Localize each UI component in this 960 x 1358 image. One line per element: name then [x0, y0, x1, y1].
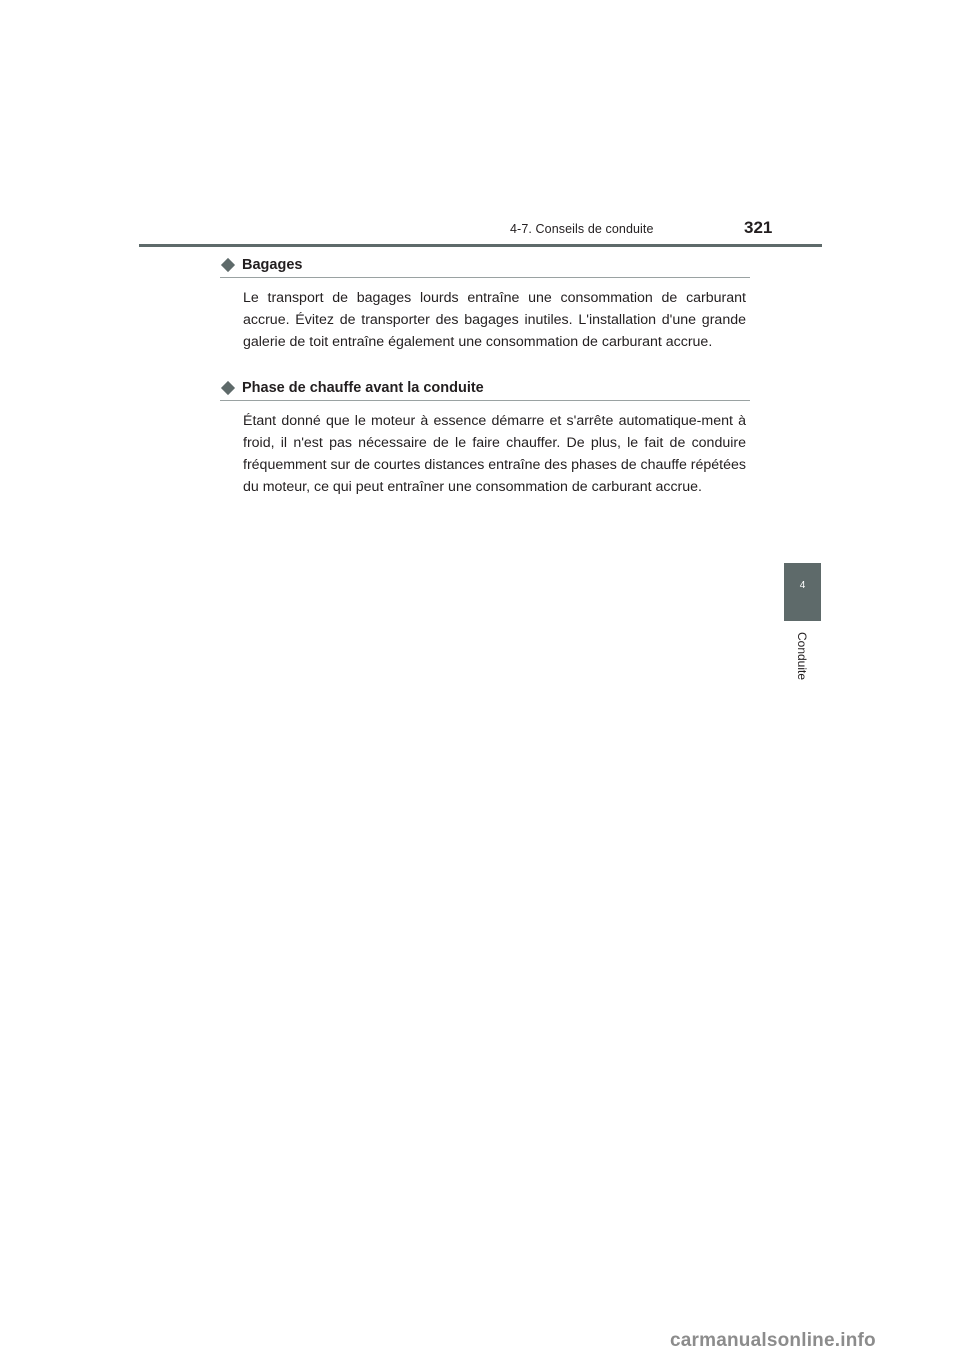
chapter-label: Conduite: [795, 631, 809, 681]
header-section-title: 4-7. Conseils de conduite: [510, 222, 654, 236]
diamond-bullet-icon: [221, 380, 235, 394]
heading-rule: [220, 400, 750, 401]
chapter-number: 4: [799, 580, 806, 591]
page-number: 321: [744, 218, 773, 237]
heading-rule: [220, 277, 750, 278]
chapter-tab: [784, 563, 821, 621]
header-rule: [139, 244, 822, 247]
section-heading-text: Bagages: [242, 256, 303, 273]
section-body: Étant donné que le moteur à essence démarre et s'arrête automatique-ment à froid, il n'est pas nécessaire de le faire chauffer. De plus, le fait de conduire fréquemment sur de courtes distances entraîne des phases de chauffe répétées du moteur, ce qui peut entraîner une consommation de carburant accrue.: [243, 413, 746, 495]
section-heading: [220, 255, 750, 274]
section-bagages: [220, 255, 750, 353]
section-phase-de-chauffe: [220, 378, 750, 498]
section-body: Le transport de bagages lourds entraîne une consommation de carburant accrue. Évitez de transporter des bagages inutiles. L'installation d'une grande galerie de toit entraîne également une consommation de carburant accrue.: [243, 290, 746, 350]
watermark: carmanualsonline.info: [670, 1330, 876, 1351]
diamond-bullet-icon: [221, 257, 235, 271]
section-heading-text: Phase de chauffe avant la conduite: [242, 379, 484, 396]
section-heading: [220, 378, 750, 397]
